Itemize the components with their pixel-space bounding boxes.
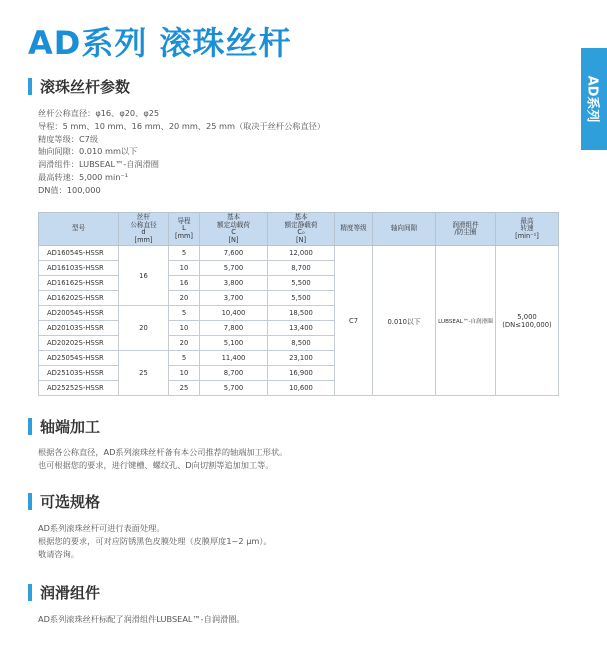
header-diameter: 丝杆 公称直径 d [mm] (119, 213, 169, 246)
cell-model: AD25252S-HSSR (39, 381, 119, 396)
options-line: 根据您的要求，可对应防锈黑色皮膜处理（皮膜厚度1~2 μm）。 (38, 535, 272, 546)
cell-dynamic-load: 5,100 (200, 336, 268, 351)
side-tab (581, 48, 607, 150)
cell-static-load: 5,500 (268, 291, 335, 306)
cell-static-load: 10,600 (268, 381, 335, 396)
section-marker (28, 584, 32, 601)
cell-static-load: 5,500 (268, 276, 335, 291)
cell-max-speed: 5,000 (DN≤100,000) (496, 246, 559, 396)
cell-lead: 10 (169, 366, 200, 381)
cell-lead: 25 (169, 381, 200, 396)
section-heading-options (28, 491, 100, 512)
cell-lead: 10 (169, 261, 200, 276)
cell-dynamic-load: 7,600 (200, 246, 268, 261)
cell-static-load: 8,500 (268, 336, 335, 351)
cell-dynamic-load: 8,700 (200, 366, 268, 381)
cell-dynamic-load: 3,700 (200, 291, 268, 306)
cell-dynamic-load: 10,400 (200, 306, 268, 321)
cell-static-load: 18,500 (268, 306, 335, 321)
header-static-load: 基本 额定静载荷 C₀ [N] (268, 213, 335, 246)
cell-lead: 5 (169, 246, 200, 261)
header-accuracy: 精度等级 (335, 213, 373, 246)
cell-dynamic-load: 5,700 (200, 381, 268, 396)
page-title: AD系列 滚珠丝杆 (28, 24, 292, 62)
param-line: 导程：5 mm、10 mm、16 mm、20 mm、25 mm（取决于丝杆公称直径） (38, 120, 326, 131)
lube-line: AD系列滚珠丝杆标配了润滑组件LUBSEAL™-自润滑圈。 (38, 614, 245, 624)
shaft-line: 根据各公称直径，AD系列滚珠丝杆备有本公司推荐的轴端加工形状。 (38, 447, 288, 457)
header-model: 型号 (39, 213, 119, 246)
params-text (38, 107, 325, 197)
cell-dynamic-load: 5,700 (200, 261, 268, 276)
cell-lead: 10 (169, 321, 200, 336)
section-heading-params (28, 76, 130, 97)
options-line: 敬请咨询。 (38, 548, 79, 559)
header-lead: 导程 L [mm] (169, 213, 200, 246)
header-dynamic-load: 基本 额定动载荷 C [N] (200, 213, 268, 246)
shaft-text (38, 446, 287, 472)
cell-model: AD16202S-HSSR (39, 291, 119, 306)
cell-model: AD20202S-HSSR (39, 336, 119, 351)
cell-static-load: 8,700 (268, 261, 335, 276)
section-title: 滚珠丝杆参数 (40, 78, 131, 96)
section-marker (28, 493, 32, 510)
cell-diameter: 16 (119, 246, 169, 306)
param-line: 丝杆公称直径：φ16、φ20、φ25 (38, 108, 160, 118)
cell-lead: 5 (169, 306, 200, 321)
cell-lead: 20 (169, 336, 200, 351)
cell-model: AD25054S-HSSR (39, 351, 119, 366)
cell-diameter: 20 (119, 306, 169, 351)
cell-dynamic-load: 3,800 (200, 276, 268, 291)
cell-lead: 20 (169, 291, 200, 306)
cell-dynamic-load: 11,400 (200, 351, 268, 366)
section-heading-shaft (28, 416, 100, 437)
param-line: DN值：100,000 (38, 184, 101, 195)
cell-clearance: 0.010以下 (373, 246, 436, 396)
spec-table (38, 212, 559, 396)
section-marker (28, 418, 32, 435)
cell-static-load: 12,000 (268, 246, 335, 261)
cell-static-load: 23,100 (268, 351, 335, 366)
param-line: 轴向间隙：0.010 mm以下 (38, 146, 138, 157)
header-max-speed: 最高 转速 [min⁻¹] (496, 213, 559, 246)
options-line: AD系列滚珠丝杆可进行表面处理。 (38, 523, 165, 533)
cell-model: AD20103S-HSSR (39, 321, 119, 336)
section-title: 润滑组件 (40, 584, 101, 602)
cell-static-load: 13,400 (268, 321, 335, 336)
cell-dynamic-load: 7,800 (200, 321, 268, 336)
param-line: 最高转速：5,000 min⁻¹ (38, 171, 129, 182)
cell-model: AD25103S-HSSR (39, 366, 119, 381)
cell-lube: LUBSEAL™-自润滑圈 (436, 246, 496, 396)
table-header-row (39, 213, 559, 246)
cell-lead: 16 (169, 276, 200, 291)
shaft-line: 也可根据您的要求，进行键槽、螺纹孔、D向切割等追加加工等。 (38, 459, 274, 470)
cell-model: AD20054S-HSSR (39, 306, 119, 321)
param-line: 润滑组件：LUBSEAL™-自润滑圈 (38, 159, 159, 170)
param-line: 精度等级：C7级 (38, 133, 99, 144)
side-tab-label: AD系列 (584, 75, 600, 123)
section-marker (28, 78, 32, 95)
section-heading-lube (28, 582, 100, 603)
cell-model: AD16162S-HSSR (39, 276, 119, 291)
cell-model: AD16054S-HSSR (39, 246, 119, 261)
cell-accuracy: C7 (335, 246, 373, 396)
section-title: 轴端加工 (40, 418, 101, 436)
section-title: 可选规格 (40, 493, 101, 511)
table-row (39, 246, 559, 261)
cell-lead: 5 (169, 351, 200, 366)
header-lube: 润滑组件 /防尘圈 (436, 213, 496, 246)
cell-static-load: 16,900 (268, 366, 335, 381)
cell-model: AD16103S-HSSR (39, 261, 119, 276)
cell-diameter: 25 (119, 351, 169, 396)
header-clearance: 轴向间隙 (373, 213, 436, 246)
options-text (38, 522, 272, 560)
lube-text (38, 613, 245, 626)
